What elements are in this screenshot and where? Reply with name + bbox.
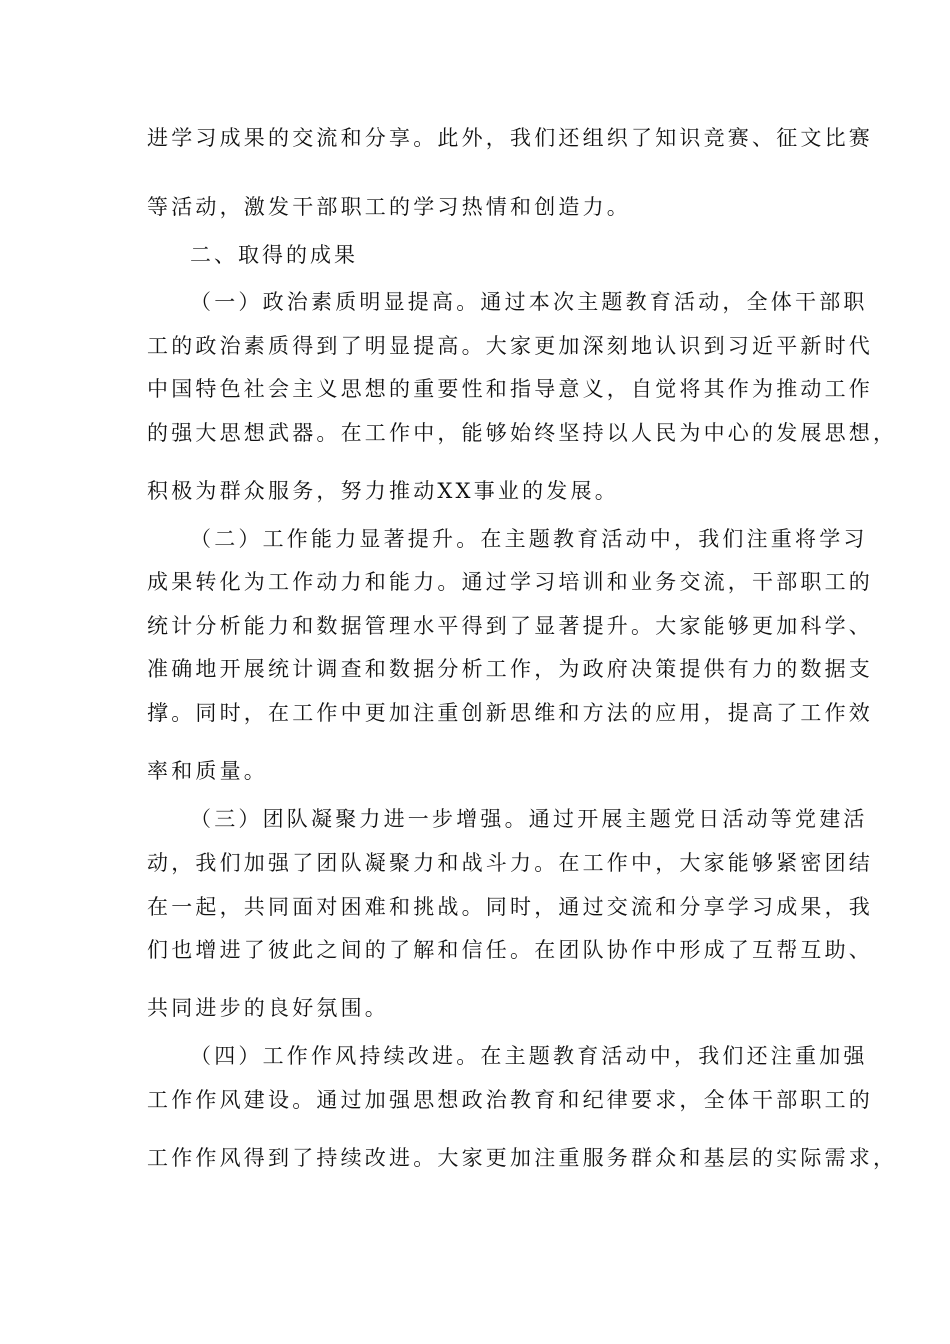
text-line: 工作作风得到了持续改进。大家更加注重服务群众和基层的实际需求， [147,1146,898,1170]
text-line: 率和质量。 [147,759,268,783]
text-line: 积极为群众服务，努力推动XX事业的发展。 [147,479,619,503]
section-heading: 二、取得的成果 [190,243,358,267]
text-line: 在一起，共同面对困难和挑战。同时，通过交流和分享学习成果，我 [147,895,873,919]
text-line: 动，我们加强了团队凝聚力和战斗力。在工作中，大家能够紧密团结 [147,851,873,875]
text-line: （三）团队凝聚力进一步增强。通过开展主题党日活动等党建活 [190,807,868,831]
text-line: 准确地开展统计调查和数据分析工作，为政府决策提供有力的数据支 [147,657,873,681]
text-line: （四）工作作风持续改进。在主题教育活动中，我们还注重加强 [190,1044,868,1068]
text-line: （一）政治素质明显提高。通过本次主题教育活动，全体干部职 [190,290,868,314]
text-line: 成果转化为工作动力和能力。通过学习培训和业务交流，干部职工的 [147,570,873,594]
text-line: 等活动，激发干部职工的学习热情和创造力。 [147,195,631,219]
text-line: 统计分析能力和数据管理水平得到了显著提升。大家能够更加科学、 [147,614,873,638]
text-line: 工作作风建设。通过加强思想政治教育和纪律要求，全体干部职工的 [147,1088,873,1112]
text-line: 进学习成果的交流和分享。此外，我们还组织了知识竞赛、征文比赛 [147,126,873,150]
text-line: （二）工作能力显著提升。在主题教育活动中，我们注重将学习 [190,527,868,551]
text-line: 的强大思想武器。在工作中，能够始终坚持以人民为中心的发展思想， [147,421,898,445]
text-line: 工的政治素质得到了明显提高。大家更加深刻地认识到习近平新时代 [147,334,873,358]
text-line: 们也增进了彼此之间的了解和信任。在团队协作中形成了互帮互助、 [147,938,873,962]
text-line: 撑。同时，在工作中更加注重创新思维和方法的应用，提高了工作效 [147,701,873,725]
text-line: 共同进步的良好氛围。 [147,996,389,1020]
text-line: 中国特色社会主义思想的重要性和指导意义，自觉将其作为推动工作 [147,377,873,401]
